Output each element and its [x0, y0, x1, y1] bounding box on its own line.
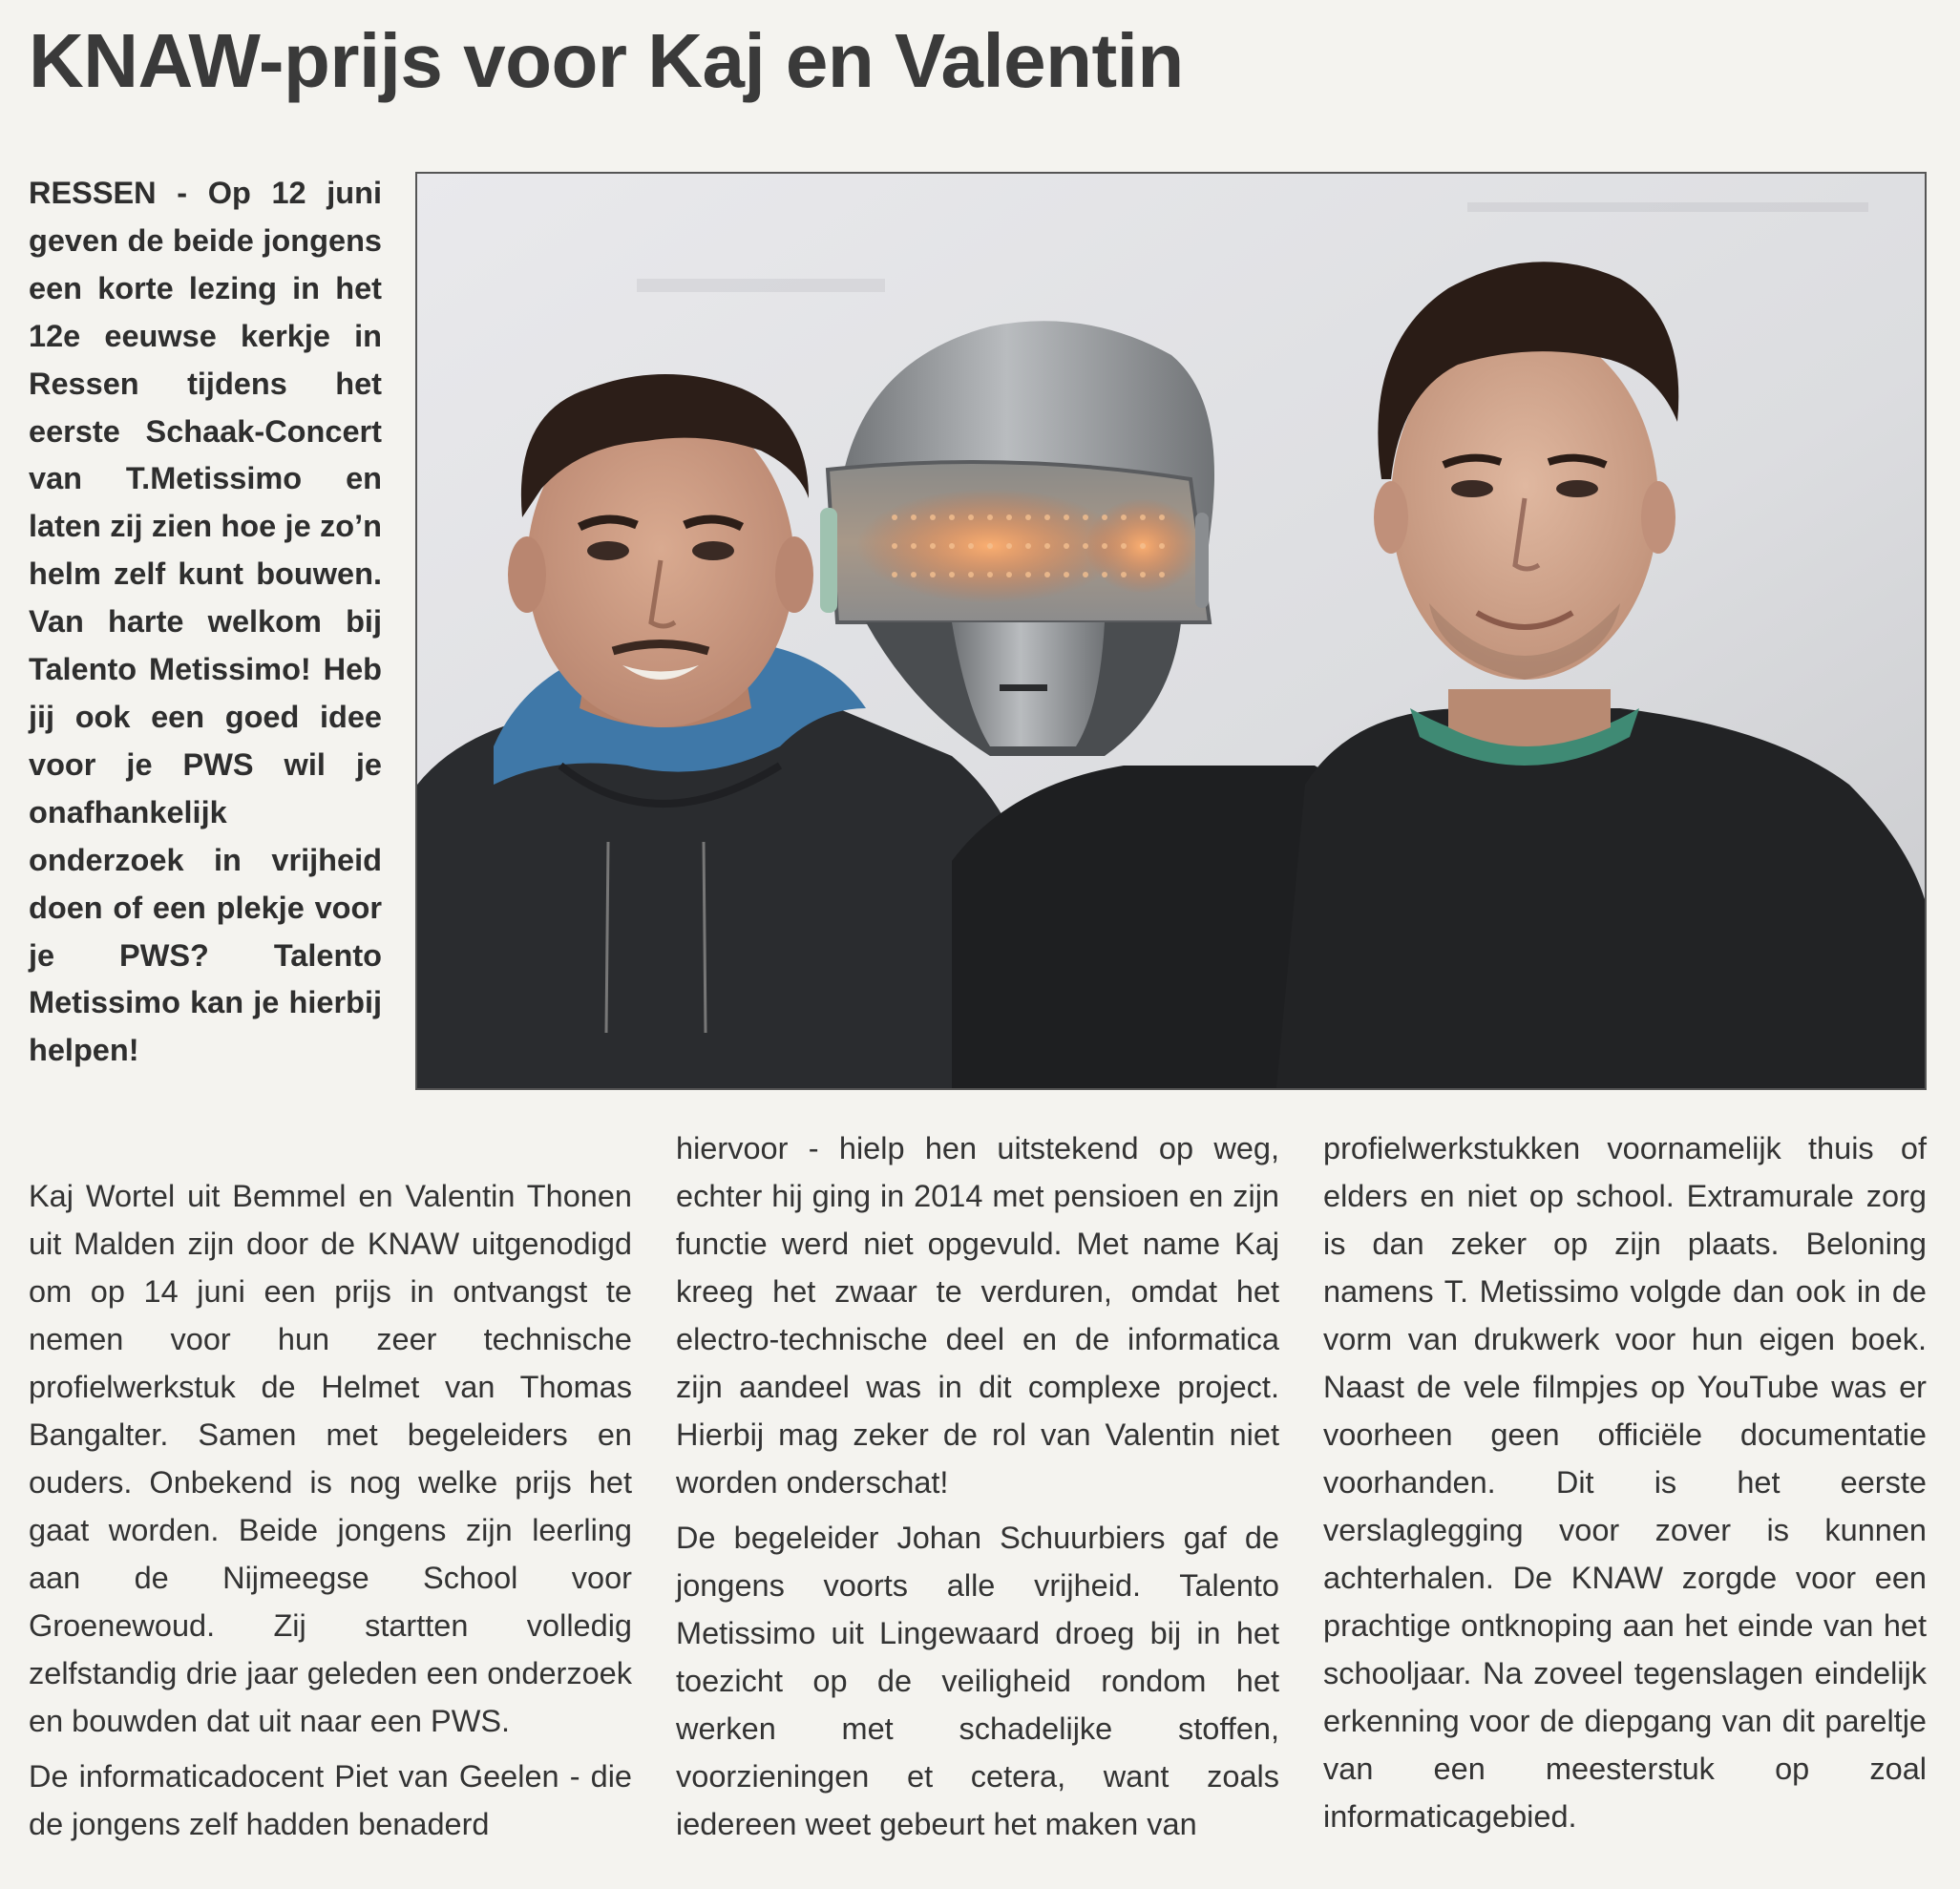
column-3-paragraph-1: profielwerkstukken voornamelijk thuis of elders en niet op school. Extramurale zorg is dan zeker op zijn plaats. Beloning namens T. Metissimo volgde dan ook in de vorm van drukwerk voor hun eigen boek. Naast de vele filmpjes op YouTube was er voorheen geen officiële documentatie voorhanden. Dit is het eerste verslaglegging voor zover is kunnen achterhalen. De KNAW zorgde voor een prachtige ontknoping aan het einde van het schooljaar. Na zoveel tegenslagen eindelijk erkenning voor de diepgang van dit pareltje van een meesterstuk op zoal informaticagebied. — [1323, 1131, 1927, 1834]
article-photo — [415, 172, 1927, 1090]
column-1-paragraph-1: Kaj Wortel uit Bemmel en Valentin Thonen uit Malden zijn door de KNAW uitgenodigd om op 14 juni een prijs in ontvangst te nemen voor hun zeer technische profielwerkstuk de Helmet van Thomas Bangalter. Samen met begeleiders en ouders. Onbekend is nog welke prijs het gaat worden. Beide jongens zijn leerling aan de Nijmeegse School voor Groenewoud. Zij startten volledig zelfstandig drie jaar geleden een onderzoek en bouwden dat uit naar een PWS. — [29, 1179, 632, 1738]
intro-paragraph: RESSEN - Op 12 juni geven de beide jongens een korte lezing in het 12e eeuwse kerkje in Ressen tijdens het eerste Schaak-Concert van T.Metissimo en laten zij zien hoe je zo’n helm zelf kunt bouwen. Van harte welkom bij Talento Metissimo! Heb jij ook een goed idee voor je PWS wil je onafhankelijk onderzoek in vrijheid doen of een plekje voor je PWS? Talento Metissimo kan je hierbij helpen! — [29, 176, 382, 1068]
article-column-2 — [676, 1124, 1279, 1848]
headline: KNAW-prijs voor Kaj en Valentin — [29, 18, 1184, 103]
article-column-1 — [29, 1172, 632, 1848]
column-2-paragraph-1: hiervoor - hielp hen uitstekend op weg, echter hij ging in 2014 met pensioen en zijn functie werd niet opgevuld. Met name Kaj kreeg het zwaar te verduren, omdat het electro-technische deel en de informatica zijn aandeel was in dit complexe project. Hierbij mag zeker de rol van Valentin niet worden onderschat! — [676, 1131, 1279, 1500]
article-column-3 — [1323, 1124, 1927, 1840]
column-1-paragraph-2: De informaticadocent Piet van Geelen - die de jongens zelf hadden benaderd — [29, 1759, 632, 1841]
column-2-paragraph-2: De begeleider Johan Schuurbiers gaf de jongens voorts alle vrijheid. Talento Metissimo uit Lingewaard droeg bij in het toezicht op de veiligheid rondom het werken met schadelijke stoffen, voorzieningen et cetera, want zoals iedereen weet gebeurt het maken van — [676, 1521, 1279, 1841]
